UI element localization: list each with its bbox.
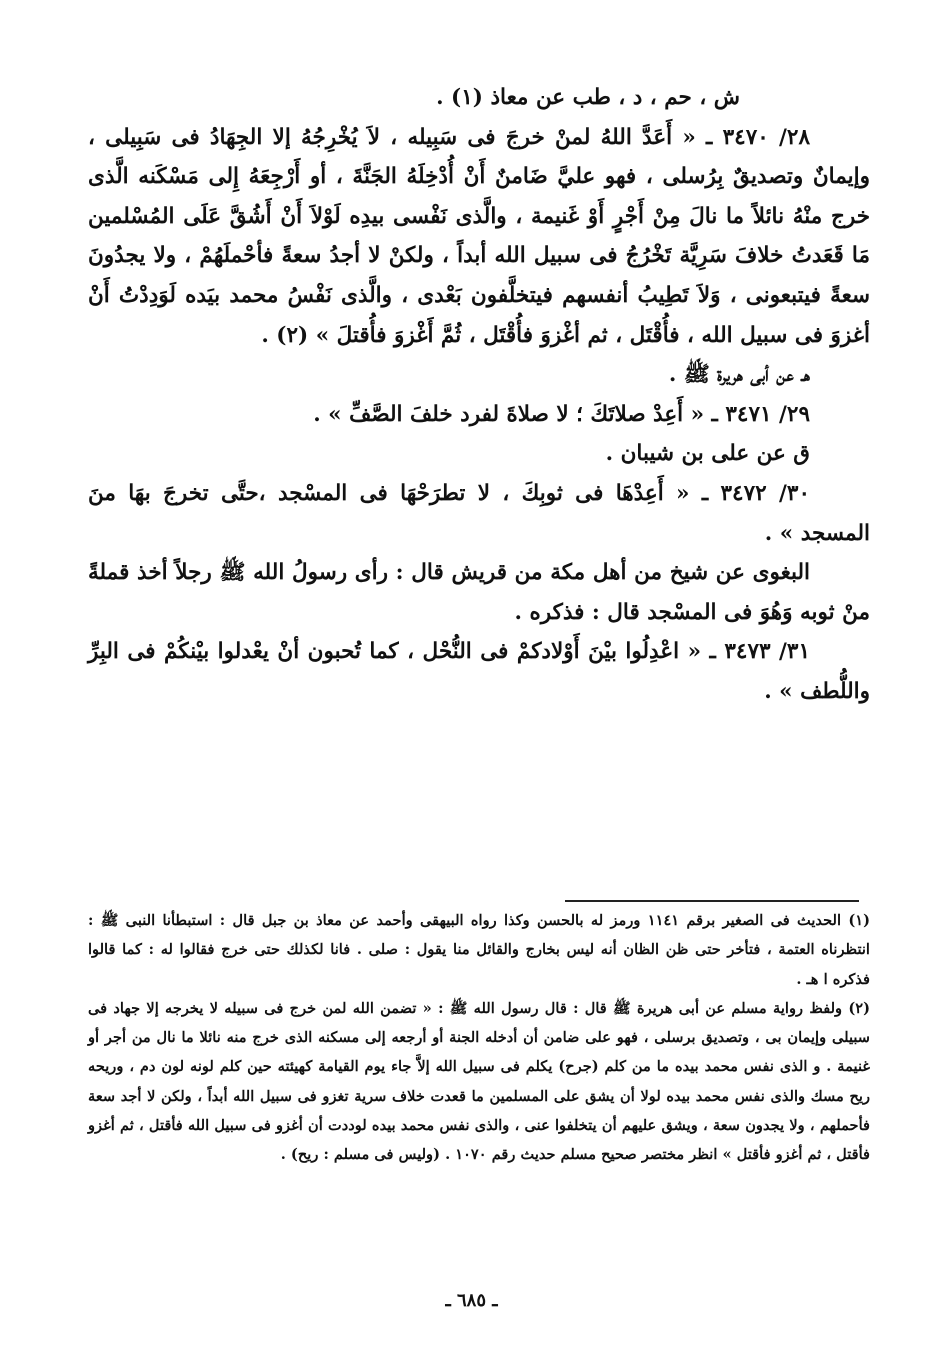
hadith-29-source: ق عن على بن شيبان . — [605, 441, 810, 467]
footnote-divider — [565, 900, 859, 902]
footnotes — [88, 906, 870, 1170]
hadith-29: ٢٩/ ٣٤٧١ ـ « أَعِدْ صلاتَكَ ؛ لا صلاةَ لفرد خلفَ الصَّفِّ » . — [313, 401, 810, 427]
hadith-31: ٣١/ ٣٤٧٣ ـ « اعْدِلُوا بيْنَ أَوْلادكمْ فى النُّحْل ، كما تُحبون أنْ يعْدلوا بيْنكُمْ فى البِرِّ واللُّطف » . — [88, 639, 870, 704]
source-line-previous: ش ، حم ، د ، طب عن معاذ (١) . — [436, 85, 740, 110]
hadith-28-source: هـ عن أبى هريرة ﷺ . — [668, 362, 810, 388]
footnote-2: (٢) ولفظ رواية مسلم عن أبى هريرة ﷺ قال : قال رسول الله ﷺ : « تضمن الله لمن خرج فى سبيله لا يخرجه إلا جهاد فى سبيلى وإيمان بى ، وتصديق برسلى ، فهو على ضامن أن أدخله الجنة أو أرجعه إلى مسكنه الذى خرج منه نائلا ما نال من أجر أو غنيمة . و الذى نفس محمد بيده ما من كلم (جرح) يكلم فى سبيل الله إلاَّ جاء يوم القيامة كهيئته حين كلم لونه لون دم ، وريحه ريح مسك والذى نفس محمد بيده لولا أن يشق على المسلمين ما قعدت خلاف سرية تغزو فى سبيل الله أبداً ، ولكن لا أجد سعة فأحملهم ، ولا يجدون سعة ، ويشق عليهم أن يتخلفوا عنى ، والذى نفس محمد بيده لوددت أن أغزو فى سبيل الله فأقتل ، ثم أغزو فأقتل ، ثم أغزو فأقتل » انظر مختصر صحيح مسلم حديث رقم ١٠٧٠ . (وليس فى مسلم : ريح) . — [88, 999, 870, 1164]
hadith-28: ٢٨/ ٣٤٧٠ ـ « أَعَدَّ اللهُ لمنْ خرجَ فى سَبِيله ، لاَ يُخْرِجُهُ إلا الجِهَادُ فى سَبِيلى ، وإيمانٌ وتصديقٌ بِرُسلى ، فهو عليَّ ضَامنٌ أَنْ أُدْخِلَهُ الجَنَّةَ ، أو أَرْجِعَهُ إِلى مَسْكَنه الَّذى خرج منْهُ نائلاً ما نالَ مِنْ أَجْرٍ أَوْ غَنيمة ، والَّذى نَفْسى بيدِه لَوْلاَ أَنْ أَشُقَّ عَلَى المُسْلمين مَا قَعَدتُ خلافَ سَرِيَّة تَخْرُجُ فى سبيل الله أبداً ، ولكنْ لا أجدُ سعةً فأحْملَهُمْ ، ولا يجدُونَ سعةً فيتبعونى ، وَلاَ تَطِيبُ أنفسهم فيتخلَّفون بَعْدى ، والَّذى نَفْسُ محمد بيَده لَوَدِدْتُ أَنْ أغزوَ فى سبيل الله ، فأُقْتَل ، ثم أغْزوَ فأُقْتَل ، ثُمَّ أَغْزوَ فأُقتلَ » (٢) . — [88, 124, 870, 348]
main-text — [88, 78, 870, 712]
footnote-1: (١) الحديث فى الصغير برقم ١١٤١ ورمز له بالحسن وكذا رواه البيهقى وأحمد عن معاذ بن جبل قال : استبطأنا النبى ﷺ : انتظرناه العتمة ، فتأخر حتى ظن الظان أنه ليس بخارج والقائل منا يقول : صلى . فانا لكذلك حتى خرج فقالوا له : كما قالوا فذكره ا هـ . — [88, 912, 870, 988]
hadith-30: ٣٠/ ٣٤٧٢ ـ « أَعِدْهَا فى ثوبِكَ ، لا تطرَحْهَا فى المسْجد ،حتَّى تخرجَ بهَا منَ المسجد » . — [88, 480, 870, 546]
page-number: ـ ٦٨٥ ـ — [445, 1290, 498, 1311]
hadith-30-source: البغوى عن شيخ من أهل مكة من قريش قال : رأى رسولُ الله ﷺ رجلاً أخذ قملةً منْ ثوبه وَهُوَ فى المسْجد قال : فذكره . — [88, 560, 870, 625]
